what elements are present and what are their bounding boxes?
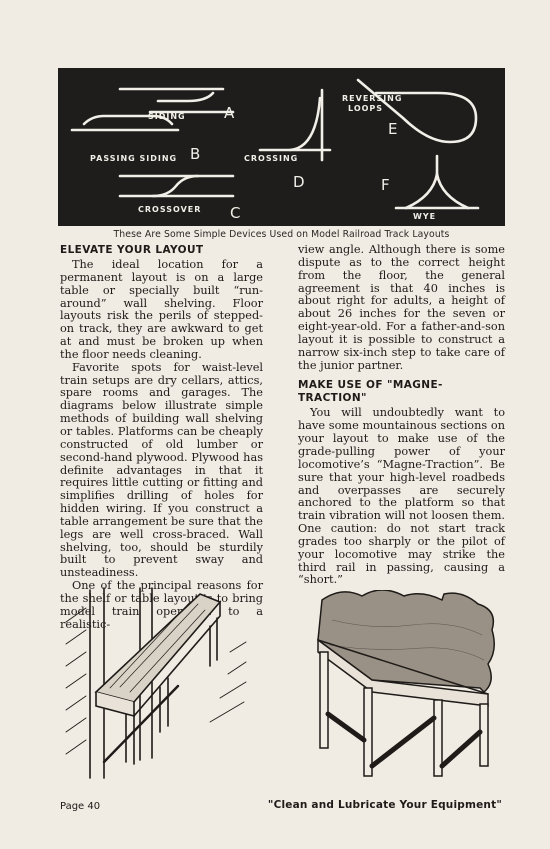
letter-c: C [230, 204, 241, 222]
letter-e: E [388, 120, 398, 138]
left-column [60, 244, 263, 631]
crossover-label: CROSSOVER [138, 205, 202, 214]
wye-label: WYE [413, 212, 437, 221]
right-column [298, 244, 505, 587]
reversing-label: REVERSING [342, 94, 403, 103]
heading-magne-traction: MAKE USE OF "MAGNE-TRACTION" [298, 379, 443, 405]
diagram-caption: These Are Some Simple Devices Used on Model Railroad Track Layouts [113, 229, 450, 240]
paragraph: You will undoubtedly want to have some mountainous sections on your layout to make use of the grade-pulling power of your locomotive’s “Magne-Traction”. Be sure that your high-level roadbeds and overpasses are securely anchored to the platform so that train vibration will not loosen them. One caution: do not start track grades too sharply or the pilot of your locomotive may strike the third rail in passing, causing a “short.” [298, 406, 505, 587]
letter-f: F [381, 176, 390, 194]
paragraph-continuation: view angle. Although there is some dispute as to the correct height from the floor, the general agreement is that 40 inches is about right for adults, a height of about 26 inches for the seven or eight-year-old. For a father-and-son layout it is possible to construct a narrow six-inch step to take care of the junior partner. [298, 243, 505, 372]
heading-elevate-layout: ELEVATE YOUR LAYOUT [60, 244, 204, 256]
footer-slogan: "Clean and Lubricate Your Equipment" [267, 799, 502, 811]
letter-a: A [224, 104, 235, 122]
paragraph: The ideal location for a permanent layout is on a large table or specially built “run-around” wall shelving. Floor layouts risk the perils of stepped-on track, they are awkward to get at and must be broken up when the floor needs cleaning. [60, 258, 263, 361]
letter-d: D [293, 173, 305, 191]
wall-shelving-illustration [60, 582, 250, 782]
paragraph: One of the principal reasons for the shelf or table layout is to bring model train operation to a realistic- [60, 579, 263, 631]
siding-label: SIDING [148, 112, 186, 121]
track-layouts-diagram [58, 68, 505, 226]
crossing-label: CROSSING [244, 154, 299, 163]
page-number: Page 40 [60, 801, 101, 812]
letter-b: B [190, 145, 201, 163]
loops-label: LOOPS [348, 104, 384, 113]
passing-siding-label: PASSING SIDING [90, 154, 178, 163]
plywood-table-illustration [312, 590, 504, 780]
paragraph: Favorite spots for waist-level train setups are dry cellars, attics, spare rooms and garages. The diagrams below illustrate simple methods of building wall shelving or tables. Platforms can be cheaply constructed of old lumber or second-hand plywood. Plywood has definite advantages in that it requires little cutting or fitting and simplifies drilling of holes for hidden wiring. If you construct a table arrangement be sure that the legs are well cross-braced. Wall shelving, too, should be sturdily built to prevent sway and unsteadiness. [60, 360, 263, 580]
